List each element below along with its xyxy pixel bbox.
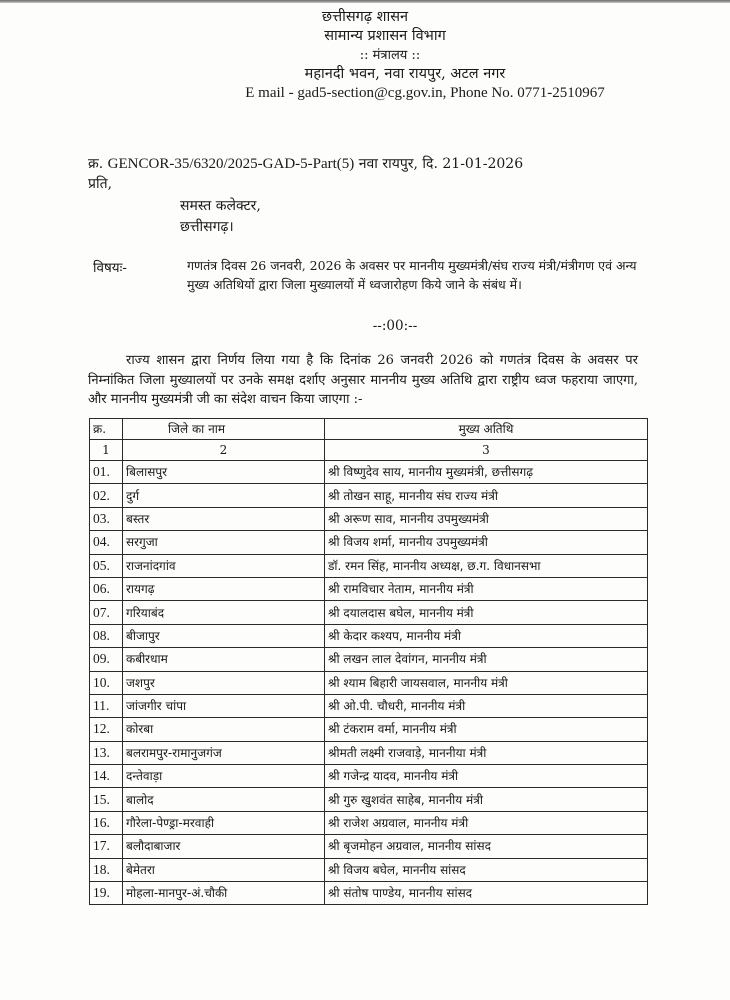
chief-guest-cell: श्री गजेन्द्र यादव, माननीय मंत्री bbox=[325, 765, 648, 788]
district-cell: राजनांदगांव bbox=[123, 554, 325, 577]
prati-label: प्रति, bbox=[88, 176, 113, 192]
table-row bbox=[90, 601, 648, 624]
chief-guest-cell: श्री बृजमोहन अग्रवाल, माननीय सांसद bbox=[325, 835, 648, 858]
chief-guest-cell: श्री गुरु खुशवंत साहेब, माननीय मंत्री bbox=[325, 788, 648, 811]
subject-label: विषयः- bbox=[93, 260, 127, 276]
table-row bbox=[90, 741, 648, 764]
serial-cell: 12. bbox=[90, 718, 123, 741]
district-cell: बिलासपुर bbox=[123, 461, 325, 484]
chief-guest-cell: श्री टंकराम वर्मा, माननीय मंत्री bbox=[325, 718, 648, 741]
chief-guest-cell: श्री अरूण साव, माननीय उपमुख्यमंत्री bbox=[325, 507, 648, 530]
serial-cell: 02. bbox=[90, 484, 123, 507]
district-cell: बलरामपुर-रामानुजगंज bbox=[123, 741, 325, 764]
serial-cell: 10. bbox=[90, 671, 123, 694]
serial-cell: 01. bbox=[90, 461, 123, 484]
table-row bbox=[90, 531, 648, 554]
ministry-label: :: मंत्रालय :: bbox=[359, 48, 421, 63]
table-row bbox=[90, 858, 648, 881]
district-cell: बस्तर bbox=[123, 507, 325, 530]
district-guest-table bbox=[89, 418, 648, 905]
district-cell: बेमेतरा bbox=[123, 858, 325, 881]
table-row bbox=[90, 648, 648, 671]
serial-cell: 18. bbox=[90, 858, 123, 881]
table-row bbox=[90, 577, 648, 600]
serial-cell: 03. bbox=[90, 507, 123, 530]
addressee bbox=[180, 196, 261, 238]
serial-cell: 17. bbox=[90, 835, 123, 858]
district-cell: बीजापुर bbox=[123, 624, 325, 647]
header-serial: क्र. bbox=[90, 419, 123, 440]
reference-line bbox=[88, 154, 523, 173]
serial-cell: 08. bbox=[90, 624, 123, 647]
table-row bbox=[90, 694, 648, 717]
table-row bbox=[90, 788, 648, 811]
serial-cell: 15. bbox=[90, 788, 123, 811]
office-address: महानदी भवन, नवा रायपुर, अटल नगर bbox=[304, 66, 506, 82]
reference-prefix: क्र. bbox=[88, 156, 104, 172]
chief-guest-cell: श्री राजेश अग्रवाल, माननीय मंत्री bbox=[325, 811, 648, 834]
serial-cell: 16. bbox=[90, 811, 123, 834]
chief-guest-cell: श्री ओ.पी. चौधरी, माननीय मंत्री bbox=[325, 694, 648, 717]
table-row bbox=[90, 835, 648, 858]
district-cell: दुर्ग bbox=[123, 484, 325, 507]
government-name: छत्तीसगढ़ शासन bbox=[321, 9, 409, 25]
chief-guest-cell: श्रीमती लक्ष्मी राजवाड़े, माननीया मंत्री bbox=[325, 741, 648, 764]
table-header-row bbox=[90, 419, 648, 440]
header-district: जिले का नाम bbox=[123, 419, 325, 440]
serial-cell: 14. bbox=[90, 765, 123, 788]
chief-guest-cell: श्री श्याम बिहारी जायसवाल, माननीय मंत्री bbox=[325, 671, 648, 694]
district-cell: रायगढ़ bbox=[123, 577, 325, 600]
chief-guest-cell: डॉ. रमन सिंह, माननीय अध्यक्ष, छ.ग. विधानसभा bbox=[325, 554, 648, 577]
index-cell: 3 bbox=[325, 440, 648, 461]
chief-guest-cell: श्री लखन लाल देवांगन, माननीय मंत्री bbox=[325, 648, 648, 671]
chief-guest-cell: श्री संतोष पाण्डेय, माननीय सांसद bbox=[325, 882, 648, 905]
serial-cell: 04. bbox=[90, 531, 123, 554]
table-row bbox=[90, 461, 648, 484]
chief-guest-cell: श्री दयालदास बघेल, माननीय मंत्री bbox=[325, 601, 648, 624]
serial-cell: 07. bbox=[90, 601, 123, 624]
table-row bbox=[90, 811, 648, 834]
table-row bbox=[90, 718, 648, 741]
serial-cell: 09. bbox=[90, 648, 123, 671]
table-row bbox=[90, 554, 648, 577]
department-name: सामान्य प्रशासन विभाग bbox=[324, 28, 446, 44]
table-row bbox=[90, 507, 648, 530]
index-cell: 1 bbox=[90, 440, 123, 461]
district-cell: मोहला-मानपुर-अं.चौकी bbox=[123, 882, 325, 905]
addressee-line-1: समस्त कलेक्टर, bbox=[180, 198, 261, 214]
addressee-line-2: छत्तीसगढ़। bbox=[180, 219, 234, 235]
body-paragraph bbox=[88, 351, 638, 410]
district-cell: बलौदाबाजार bbox=[123, 835, 325, 858]
table-row bbox=[90, 624, 648, 647]
chief-guest-cell: श्री विजय शर्मा, माननीय उपमुख्यमंत्री bbox=[325, 531, 648, 554]
chief-guest-cell: श्री विष्णुदेव साय, माननीय मुख्यमंत्री, छत्तीसगढ़ bbox=[325, 461, 648, 484]
serial-cell: 06. bbox=[90, 577, 123, 600]
letterhead bbox=[0, 8, 730, 103]
serial-cell: 13. bbox=[90, 741, 123, 764]
chief-guest-cell: श्री रामविचार नेताम, माननीय मंत्री bbox=[325, 577, 648, 600]
reference-place-date: नवा रायपुर, दि. 21-01-2026 bbox=[358, 156, 524, 172]
district-cell: कोरबा bbox=[123, 718, 325, 741]
table-row bbox=[90, 765, 648, 788]
serial-cell: 11. bbox=[90, 694, 123, 717]
chief-guest-cell: श्री तोखन साहू, माननीय संघ राज्य मंत्री bbox=[325, 484, 648, 507]
contact-line: E mail - gad5-section@cg.gov.in, Phone No. 0771-2510967 bbox=[245, 85, 605, 101]
header-chief-guest: मुख्य अतिथि bbox=[325, 419, 648, 440]
chief-guest-cell: श्री केदार कश्यप, माननीय मंत्री bbox=[325, 624, 648, 647]
serial-cell: 19. bbox=[90, 882, 123, 905]
page-edge bbox=[0, 0, 730, 3]
district-cell: गौरेला-पेण्ड्रा-मरवाही bbox=[123, 811, 325, 834]
separator: --:00:-- bbox=[372, 318, 418, 334]
district-cell: जशपुर bbox=[123, 671, 325, 694]
index-cell: 2 bbox=[123, 440, 325, 461]
table-row bbox=[90, 484, 648, 507]
district-cell: दन्तेवाड़ा bbox=[123, 765, 325, 788]
serial-cell: 05. bbox=[90, 554, 123, 577]
subject-text: गणतंत्र दिवस 26 जनवरी, 2026 के अवसर पर माननीय मुख्यमंत्री/संघ राज्य मंत्री/मंत्रीगण एवं अन्य मुख्य अतिथियों द्वारा जिला मुख्यालयों में ध्वजारोहण किये जाने के संबंध में। bbox=[187, 258, 637, 292]
district-cell: बालोद bbox=[123, 788, 325, 811]
table-row bbox=[90, 882, 648, 905]
table-index-row bbox=[90, 440, 648, 461]
reference-number: GENCOR-35/6320/2025-GAD-5-Part(5) bbox=[107, 156, 355, 172]
district-cell: गरियाबंद bbox=[123, 601, 325, 624]
table-row bbox=[90, 671, 648, 694]
district-cell: सरगुजा bbox=[123, 531, 325, 554]
body-paragraph-text: राज्य शासन द्वारा निर्णय लिया गया है कि दिनांक 26 जनवरी 2026 को गणतंत्र दिवस के अवसर पर निम्नांकित जिला मुख्यालयों पर उनके समक्ष दर्शाए अनुसार माननीय मुख्य अतिथि द्वारा राष्ट्रीय ध्वज फहराया जाएगा, और माननीय मुख्यमंत्री जी का संदेश वाचन किया जाएगा :- bbox=[88, 353, 638, 407]
chief-guest-cell: श्री विजय बघेल, माननीय सांसद bbox=[325, 858, 648, 881]
district-cell: कबीरधाम bbox=[123, 648, 325, 671]
district-cell: जांजगीर चांपा bbox=[123, 694, 325, 717]
